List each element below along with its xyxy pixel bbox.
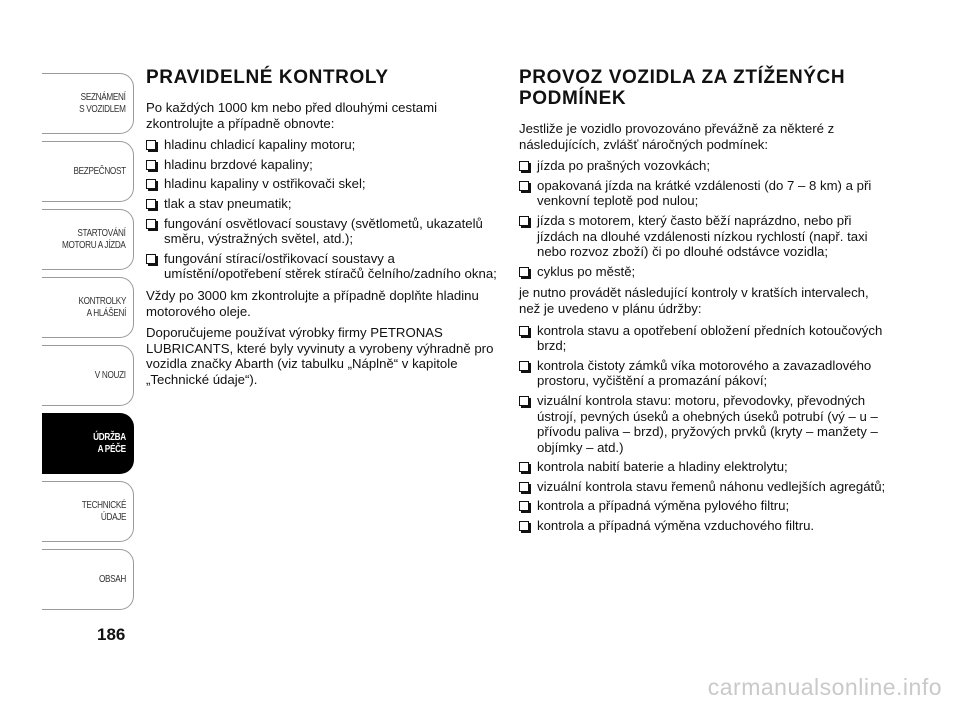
checklist-item: tlak a stav pneumatik; xyxy=(146,196,501,212)
tab-udrzba-active[interactable] xyxy=(42,413,134,474)
checkbox-bullet-icon xyxy=(519,181,529,191)
check-item: kontrola a případná výměna vzduchového filtru. xyxy=(519,518,889,534)
tab-label: ÚDRŽBA A PÉČE xyxy=(93,431,126,455)
condition-item: jízda s motorem, který často běží naprázdno, nebo při jízdách na dlouhé vzdálenosti nízkou rychlostí (např. taxi nebo rozvoz zboží) či po dlouhé odstávce vozidla; xyxy=(519,213,889,260)
oil-paragraph: Vždy po 3000 km zkontrolujte a případně doplňte hladinu motorového oleje. xyxy=(146,287,479,319)
tab-label: BEZPEČNOST xyxy=(73,165,126,177)
checkbox-bullet-icon xyxy=(519,462,529,472)
checklist-item: hladinu kapaliny v ostřikovači skel; xyxy=(146,176,501,192)
tab-obsah[interactable] xyxy=(42,549,134,610)
checkbox-bullet-icon xyxy=(519,501,529,511)
tab-label: STARTOVÁNÍ MOTORU A JÍZDA xyxy=(62,227,126,251)
tab-technicke-udaje[interactable] xyxy=(42,481,134,542)
tab-label: SEZNÁMENÍ S VOZIDLEM xyxy=(79,91,126,115)
section-title-severe-conditions: PROVOZ VOZIDLA ZA ZTÍŽENÝCH PODMÍNEK xyxy=(519,67,846,109)
page-number: 186 xyxy=(97,625,126,644)
checkbox-bullet-icon xyxy=(146,140,156,150)
checklist-item: hladinu chladicí kapaliny motoru; xyxy=(146,137,501,153)
tab-label: V NOUZI xyxy=(95,369,126,381)
tab-label: OBSAH xyxy=(98,573,126,585)
watermark: carmanualsonline.info xyxy=(707,674,942,700)
tab-label: KONTROLKY A HLÁŠENÍ xyxy=(78,295,126,319)
checkbox-bullet-icon xyxy=(146,199,156,209)
tab-seznameni[interactable] xyxy=(42,73,134,134)
check-item: vizuální kontrola stavu řemenů náhonu vedlejších agregátů; xyxy=(519,479,889,495)
checkbox-bullet-icon xyxy=(519,521,529,531)
check-item: kontrola nabití baterie a hladiny elektrolytu; xyxy=(519,459,889,475)
checklist xyxy=(146,137,501,282)
checkbox-bullet-icon xyxy=(146,219,156,229)
checkbox-bullet-icon xyxy=(519,361,529,371)
checklist-item: fungování stírací/ostřikovací soustavy a umístění/opotřebení stěrek stíračů čelního/zadního okna; xyxy=(146,251,501,282)
checkbox-bullet-icon xyxy=(519,216,529,226)
check-item: vizuální kontrola stavu: motoru, převodovky, převodných ústrojí, pevných úseků a ohebných úseků potrubí (vý – u – přívodu paliva – brzd), pryžových prvků (kryty – manžety – objímky – atd.) xyxy=(519,393,889,455)
checkbox-bullet-icon xyxy=(519,161,529,171)
checks-list xyxy=(519,323,889,534)
intro-paragraph: Jestliže je vozidlo provozováno převážně za některé z následujících, zvlášť náročných podmínek: xyxy=(519,121,835,152)
tab-startovani[interactable] xyxy=(42,209,134,270)
checkbox-bullet-icon xyxy=(519,267,529,277)
checkbox-bullet-icon xyxy=(146,254,156,264)
tab-label: TECHNICKÉ ÚDAJE xyxy=(81,499,126,523)
check-item: kontrola stavu a opotřebení obložení předních kotoučových brzd; xyxy=(519,323,889,354)
condition-item: jízda po prašných vozovkách; xyxy=(519,158,889,174)
condition-item: opakovaná jízda na krátké vzdálenosti (do 7 – 8 km) a při venkovní teplotě pod nulou; xyxy=(519,178,889,209)
checklist-item: hladinu brzdové kapaliny; xyxy=(146,157,501,173)
intro-paragraph: Po každých 1000 km nebo před dlouhými cestami zkontrolujte a případně obnovte: xyxy=(146,100,438,131)
checkbox-bullet-icon xyxy=(519,482,529,492)
checkbox-bullet-icon xyxy=(146,179,156,189)
products-paragraph: Doporučujeme používat výrobky firmy PETRONAS LUBRICANTS, které byly vyvinuty a vyrobeny výhradně pro vozidla značky Abarth (viz tabulku „Náplně“ v kapitole „Technické údaje“). xyxy=(146,325,494,387)
tab-v-nouzi[interactable] xyxy=(42,345,134,406)
left-column xyxy=(146,67,501,394)
tab-kontrolky[interactable] xyxy=(42,277,134,338)
check-item: kontrola čistoty zámků víka motorového a zavazadlového prostoru, vyčištění a promazání pákoví; xyxy=(519,358,889,389)
checklist-item: fungování osvětlovací soustavy (světlometů, ukazatelů směru, výstražných světel, atd.); xyxy=(146,216,501,247)
tab-bezpecnost[interactable] xyxy=(42,141,134,202)
checkbox-bullet-icon xyxy=(146,160,156,170)
condition-item: cyklus po městě; xyxy=(519,264,889,280)
interval-paragraph: je nutno provádět následující kontroly v kratších intervalech, než je uvedeno v plánu údržby: xyxy=(519,285,869,316)
right-column xyxy=(519,67,889,540)
checkbox-bullet-icon xyxy=(519,326,529,336)
checkbox-bullet-icon xyxy=(519,396,529,406)
chapter-tabs xyxy=(42,73,134,617)
section-title-regular-checks: PRAVIDELNÉ KONTROLY xyxy=(146,67,389,88)
conditions-list xyxy=(519,158,889,279)
check-item: kontrola a případná výměna pylového filtru; xyxy=(519,498,889,514)
